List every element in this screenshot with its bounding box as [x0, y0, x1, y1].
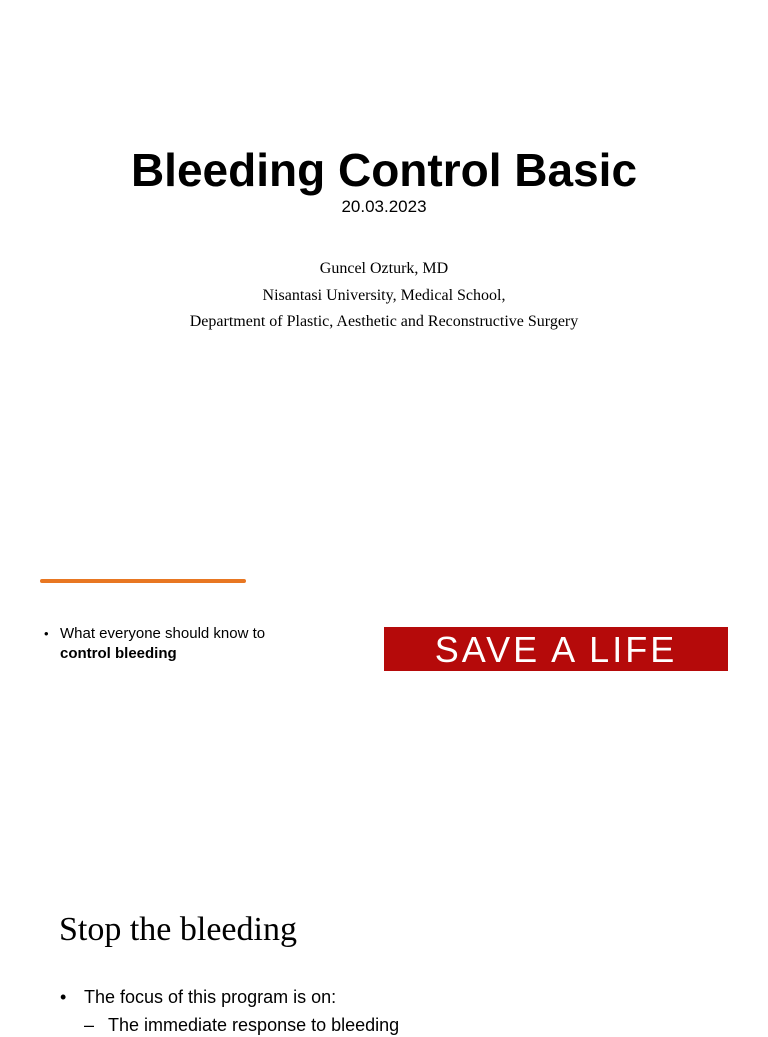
focus-bullet	[60, 985, 336, 1009]
intro-bullet-bold: control bleeding	[60, 645, 177, 662]
author-affiliation: Nisantasi University, Medical School,	[262, 286, 506, 304]
bullet-dot: •	[44, 626, 49, 641]
bullet-dot: •	[60, 987, 67, 1007]
slide-title: Bleeding Control Basic	[130, 144, 638, 196]
intro-bullet	[44, 624, 344, 664]
sub-bullet-dash: –	[84, 1015, 95, 1035]
focus-sub-bullet	[84, 1013, 399, 1037]
section-title: Stop the bleeding	[59, 911, 297, 948]
focus-bullet-text: The focus of this program is on:	[84, 987, 337, 1007]
author-department: Department of Plastic, Aesthetic and Reconstructive Surgery	[189, 313, 579, 330]
slide-date: 20.03.2023	[341, 197, 427, 216]
save-a-life-banner: SAVE A LIFE	[384, 627, 728, 671]
author-block	[0, 256, 768, 336]
author-name: Guncel Ozturk, MD	[319, 260, 449, 277]
accent-divider	[40, 579, 246, 583]
focus-sub-bullet-text: The immediate response to bleeding	[108, 1015, 400, 1035]
intro-bullet-text: What everyone should know to	[60, 625, 266, 642]
